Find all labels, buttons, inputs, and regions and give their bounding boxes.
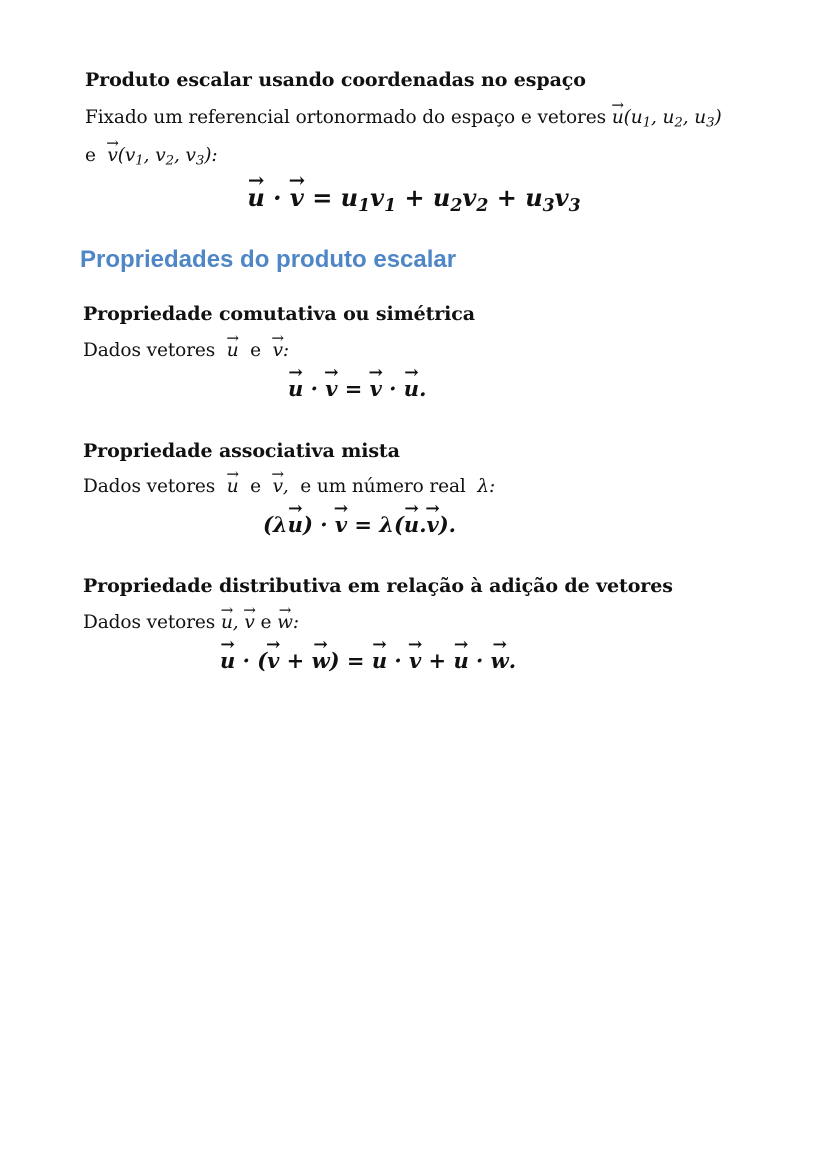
lambda-symbol: λ: [477,476,496,497]
coordinates-intro-line [85,107,722,131]
vector-v-coordinates: → $v(v_1$, $v_2$, $v_3$): [107,145,217,166]
vector-u: → u [227,476,239,497]
coordinates-intro-text: Fixado um referencial ortonormado do espaço e vetores [85,107,607,128]
vector-v: → v, [273,476,289,497]
vector-v: → v: [273,340,290,361]
distributive-intro-line [83,612,299,633]
commutative-intro-text: Dados vetores [83,340,216,361]
coordinates-connector: e [85,145,96,166]
heading-associative-property: Propriedade associativa mista [83,440,400,462]
associative-formula: (λ→ u) · → v = λ(→ u.→ v). [263,512,456,537]
coordinates-intro-line-2 [85,145,218,169]
vectors-u-v: → u, → v [221,612,255,633]
vector-u-coordinates: → $u(u_1$, $u_2$, $u_3$) [612,107,722,128]
commutative-intro-line [83,340,289,361]
commutative-formula: → u · → v = → v · → u. [288,376,426,401]
distributive-intro-text: Dados vetores [83,612,216,633]
vector-u: → u [227,340,239,361]
associative-tail-text: e um número real [300,476,466,497]
heading-commutative-property: Propriedade comutativa ou simétrica [83,303,475,325]
dot-product-coordinates-formula: → u · → $v = u_1v_1 + u_2v_2 + u_3v_3$ [0,183,828,212]
associative-intro-text: Dados vetores [83,476,216,497]
distributive-connector: e [260,612,272,633]
commutative-connector: e [250,340,261,361]
distributive-formula: → u · (→ v + → w) = → u · → v + → u · → w. [220,648,516,673]
associative-connector: e [250,476,261,497]
section-heading-coordinates: Produto escalar usando coordenadas no espaço [85,69,586,91]
associative-intro-line [83,476,495,497]
heading-distributive-property: Propriedade distributiva em relação à adição de vetores [83,575,673,597]
section-title-properties: Propriedades do produto escalar [80,246,457,273]
vector-w: → w: [277,612,299,633]
